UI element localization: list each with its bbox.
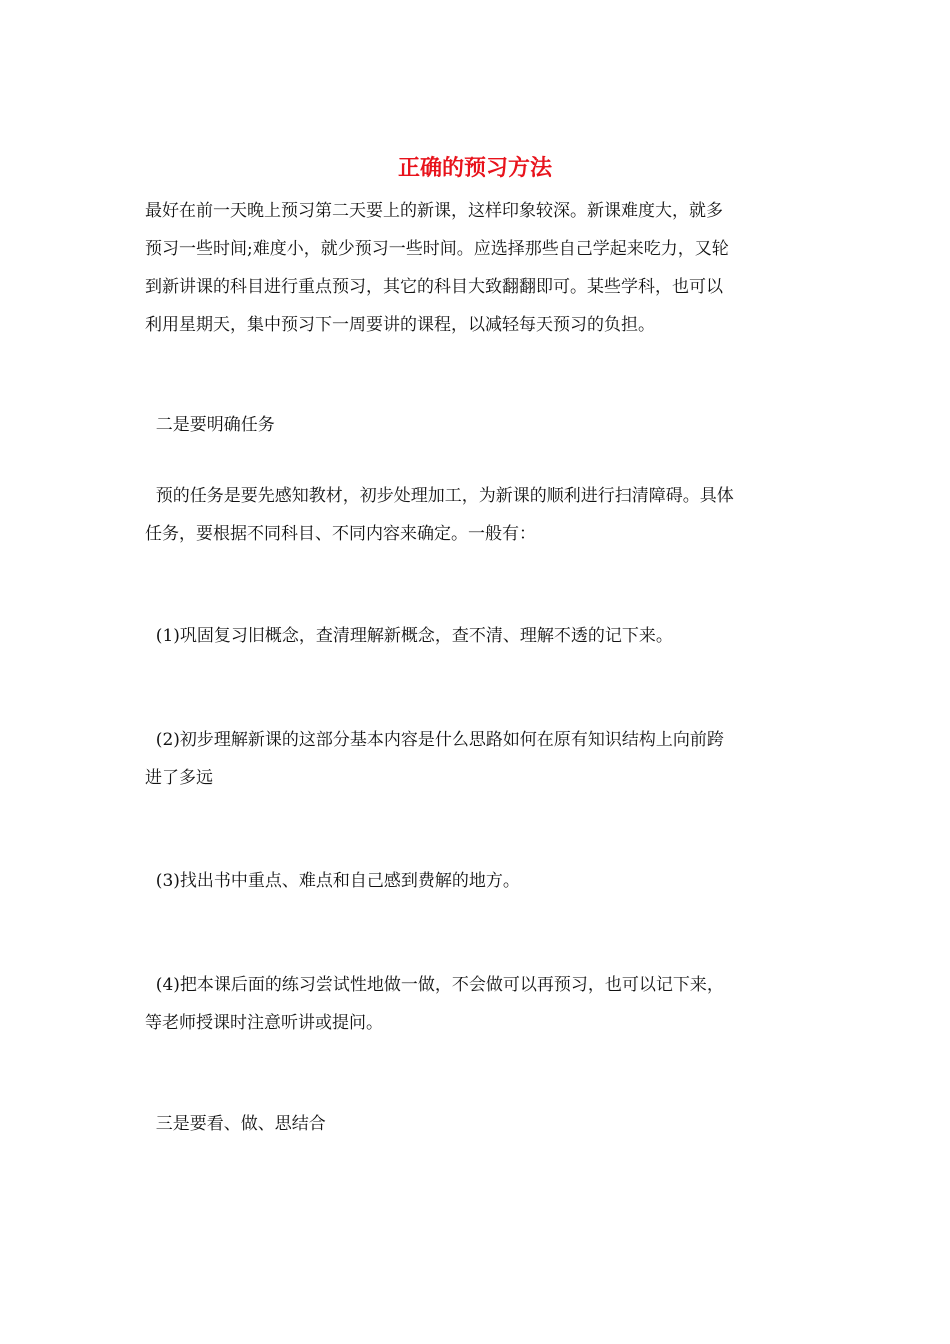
- paragraph-intro: [145, 192, 810, 344]
- text-line: 利用星期天，集中预习下一周要讲的课程，以减轻每天预习的负担。: [145, 315, 655, 335]
- section-heading-2: [145, 406, 810, 444]
- text-line: (3)找出书中重点、难点和自己感到费解的地方。: [145, 871, 520, 891]
- text-line: 到新讲课的科目进行重点预习，其它的科目大致翻翻即可。某些学科，也可以: [145, 277, 723, 297]
- text-line: 预习一些时间;难度小，就少预习一些时间。应选择那些自己学起来吃力，又轮: [145, 239, 729, 259]
- section-heading-3: [145, 1105, 810, 1143]
- text-line: 最好在前一天晚上预习第二天要上的新课，这样印象较深。新课难度大，就多: [145, 201, 723, 221]
- list-item-3: [145, 862, 810, 900]
- document-title: 正确的预习方法: [397, 155, 552, 181]
- text-line: 等老师授课时注意听讲或提问。: [145, 1013, 383, 1033]
- list-item-2: [145, 721, 810, 797]
- text-line: (2)初步理解新课的这部分基本内容是什么思路如何在原有知识结构上向前跨: [145, 730, 724, 750]
- text-line: 三是要看、做、思结合: [145, 1114, 326, 1134]
- list-item-1: [145, 617, 810, 655]
- text-line: (1)巩固复习旧概念，查清理解新概念，查不清、理解不透的记下来。: [145, 626, 673, 646]
- text-line: 任务，要根据不同科目、不同内容来确定。一般有：: [145, 524, 536, 544]
- text-line: (4)把本课后面的练习尝试性地做一做，不会做可以再预习，也可以记下来，: [145, 975, 724, 995]
- text-line: 进了多远: [145, 768, 213, 788]
- paragraph-task: [145, 477, 810, 553]
- text-line: 二是要明确任务: [145, 415, 275, 435]
- list-item-4: [145, 966, 810, 1042]
- text-line: 预的任务是要先感知教材，初步处理加工，为新课的顺利进行扫清障碍。具体: [145, 486, 734, 506]
